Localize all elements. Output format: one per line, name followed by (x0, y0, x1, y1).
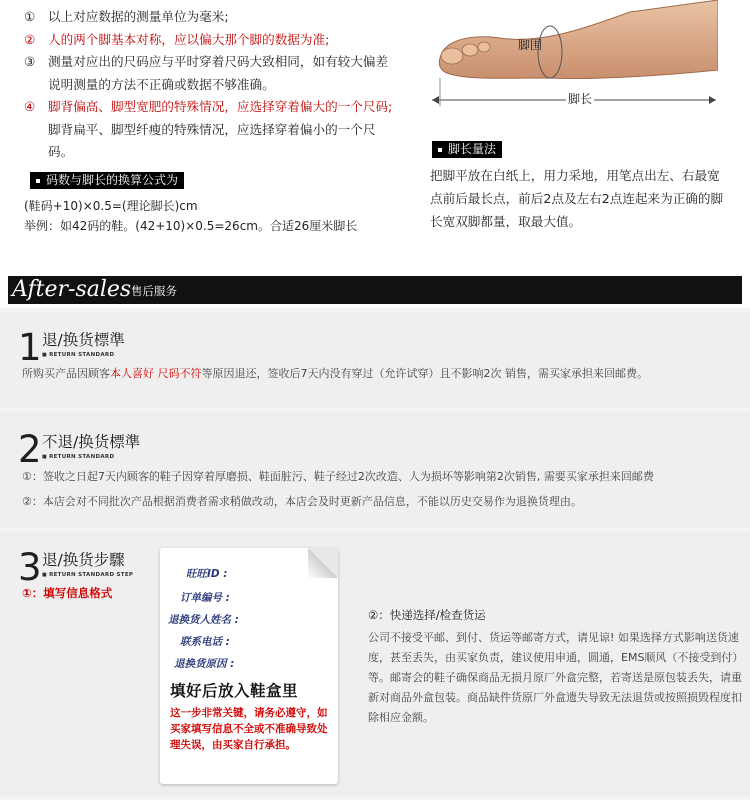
step-1-label: ①：填写信息格式 (22, 586, 113, 600)
note-5 (24, 119, 399, 164)
foot-drawing (430, 0, 718, 132)
section-subtitle: ■ RETURN STANDARD STEP (42, 571, 133, 579)
text-suffix: 等原因退还，签收后7天内没有穿过（允许试穿）且不影响2次 销售，需买家承担来回邮费。 (201, 367, 648, 380)
formula-example: 举例：如42码的鞋。(42+10)×0.5=26cm。合适26厘米脚长 (24, 219, 358, 233)
section-subtitle: ■ RETURN STANDARD (42, 351, 114, 359)
note-3 (24, 51, 399, 96)
form-field-name: 退换货人姓名 : (168, 614, 239, 626)
section-title: 退/换货步驟 (42, 551, 125, 569)
form-field-phone: 联系电话 : (180, 636, 230, 648)
step-2-text: 公司不接受平邮、到付、货运等邮寄方式，请见谅! 如果选择方式影响送货速度，甚至丢失，由买家负责，建议使用申通，圆通，EMS顺风（不接受到付）等。邮寄会的鞋子确保商品无损月原厂外盒完整，若寄送是原包装丢失，请重新对商品外盒包装。商品缺件货原厂外盒遗失导致无法退货或按照损毁程度扣除相应金额。 (368, 631, 742, 724)
note-text: 脚背扁平、脚型纤瘦的特殊情况，应选择穿着偏小的一个尺码。 (48, 121, 376, 159)
note-text: 脚背偏高、脚型宽肥的特殊情况，应选择穿着偏大的一个尺码; (48, 99, 393, 114)
formula-text: (鞋码+10)×0.5=(理论脚长)cm (24, 199, 198, 213)
formula-block (24, 196, 357, 236)
measure-text: 把脚平放在白纸上，用力采地，用笔点出左、右最宽点前后最长点，前后2点及左右2点连起来为正确的脚长宽双脚都量，取最大值。 (430, 168, 724, 229)
text-highlight: 本人喜好 尺码不符 (110, 367, 202, 380)
note-number: ② (24, 31, 36, 47)
form-field-wangwang: 旺旺ID : (186, 568, 228, 580)
section-number: 3 (18, 546, 42, 589)
length-label: 脚长 (568, 92, 593, 106)
note-number: ③ (24, 54, 36, 69)
sizing-notes (24, 6, 399, 164)
note-text: 测量对应出的尺码应与平时穿着尺码大致相同，如有较大偏差说明测量的方法不正确或数据不够准确。 (48, 54, 389, 92)
foot-illustration (430, 0, 718, 132)
banner-title: After-sales (12, 277, 132, 302)
form-headline: 填好后放入鞋盒里 (170, 682, 299, 700)
measure-label: 脚长量法 (432, 141, 502, 158)
after-sales-banner (8, 276, 742, 304)
note-number (24, 119, 48, 164)
note-number: ④ (24, 99, 36, 114)
form-field-order: 订单编号 : (180, 592, 230, 604)
formula-label: 码数与脚长的换算公式为 (30, 172, 184, 189)
banner-subtitle: 售后服务 (131, 284, 177, 298)
text-prefix: 所购买产品因顾客 (22, 367, 110, 380)
return-standard-text (22, 364, 648, 384)
note-text: 人的两个脚基本对称，应以偏大那个脚的数据为准; (48, 31, 330, 47)
note-4 (24, 96, 399, 119)
note-2 (24, 29, 399, 52)
section-number: 1 (18, 326, 42, 369)
section-number: 2 (18, 428, 42, 471)
note-1 (24, 6, 399, 29)
paper-fold (308, 548, 338, 578)
form-field-reason: 退换货原因 : (174, 658, 235, 670)
section-title: 不退/换货標準 (42, 433, 141, 451)
note-number: ① (24, 9, 36, 24)
no-return-line-2: ②：本店会对不同批次产品根据消费者需求稍做改动，本店会及时更新产品信息，不能以历史交易作为退换货理由。 (22, 495, 582, 508)
section-title: 退/换货標準 (42, 331, 125, 349)
info-form-card (160, 548, 338, 784)
form-warning: 这一步非常关键，请务必遵守，如买家填写信息不全或不准确导致处理失误，由买家自行承担。 (170, 707, 328, 751)
note-text: 以上对应数据的测量单位为毫米; (48, 9, 229, 24)
section-subtitle: ■ RETURN STANDARD (42, 453, 114, 461)
girth-label: 脚围 (518, 38, 543, 52)
step-2-label: ②：快递选择/检查货运 (368, 608, 486, 622)
no-return-line-1: ①：签收之日起7天内顾客的鞋子因穿着厚磨损、鞋面脏污、鞋子经过2次改造、人为损坏等影响第2次销售, 需要买家承担来回邮费 (22, 470, 654, 483)
section-1-panel (0, 312, 750, 408)
